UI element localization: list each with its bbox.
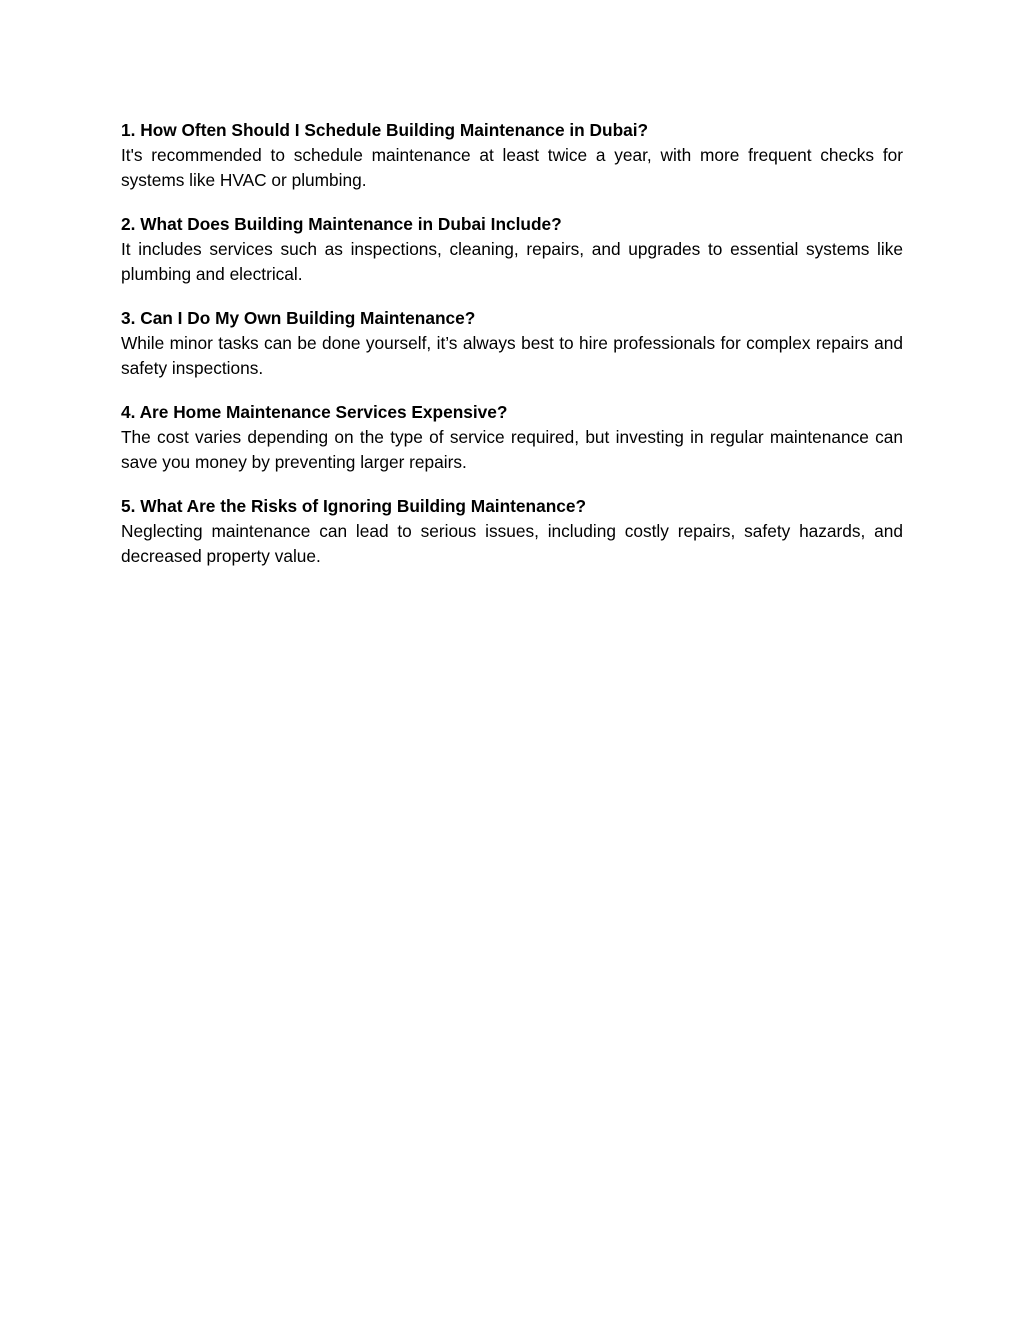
faq-item	[121, 212, 903, 286]
faq-question: 4. Are Home Maintenance Services Expensive?	[121, 402, 508, 422]
faq-answer: While minor tasks can be done yourself, it’s always best to hire professionals for complex repairs and safety inspections.	[121, 333, 903, 378]
faq-answer: Neglecting maintenance can lead to serious issues, including costly repairs, safety hazards, and decreased property value.	[121, 521, 903, 566]
faq-question: 3. Can I Do My Own Building Maintenance?	[121, 308, 476, 328]
faq-answer: It includes services such as inspections, cleaning, repairs, and upgrades to essential systems like plumbing and electrical.	[121, 239, 903, 284]
document-page	[121, 118, 903, 588]
faq-question: 5. What Are the Risks of Ignoring Building Maintenance?	[121, 496, 587, 516]
faq-answer: It's recommended to schedule maintenance at least twice a year, with more frequent checks for systems like HVAC or plumbing.	[121, 145, 903, 190]
faq-question: 2. What Does Building Maintenance in Dubai Include?	[121, 214, 562, 234]
faq-item	[121, 400, 903, 474]
faq-item	[121, 494, 903, 568]
faq-question: 1. How Often Should I Schedule Building Maintenance in Dubai?	[121, 120, 649, 140]
faq-item	[121, 306, 903, 380]
faq-answer: The cost varies depending on the type of service required, but investing in regular maintenance can save you money by preventing larger repairs.	[121, 427, 903, 472]
faq-item	[121, 118, 903, 192]
